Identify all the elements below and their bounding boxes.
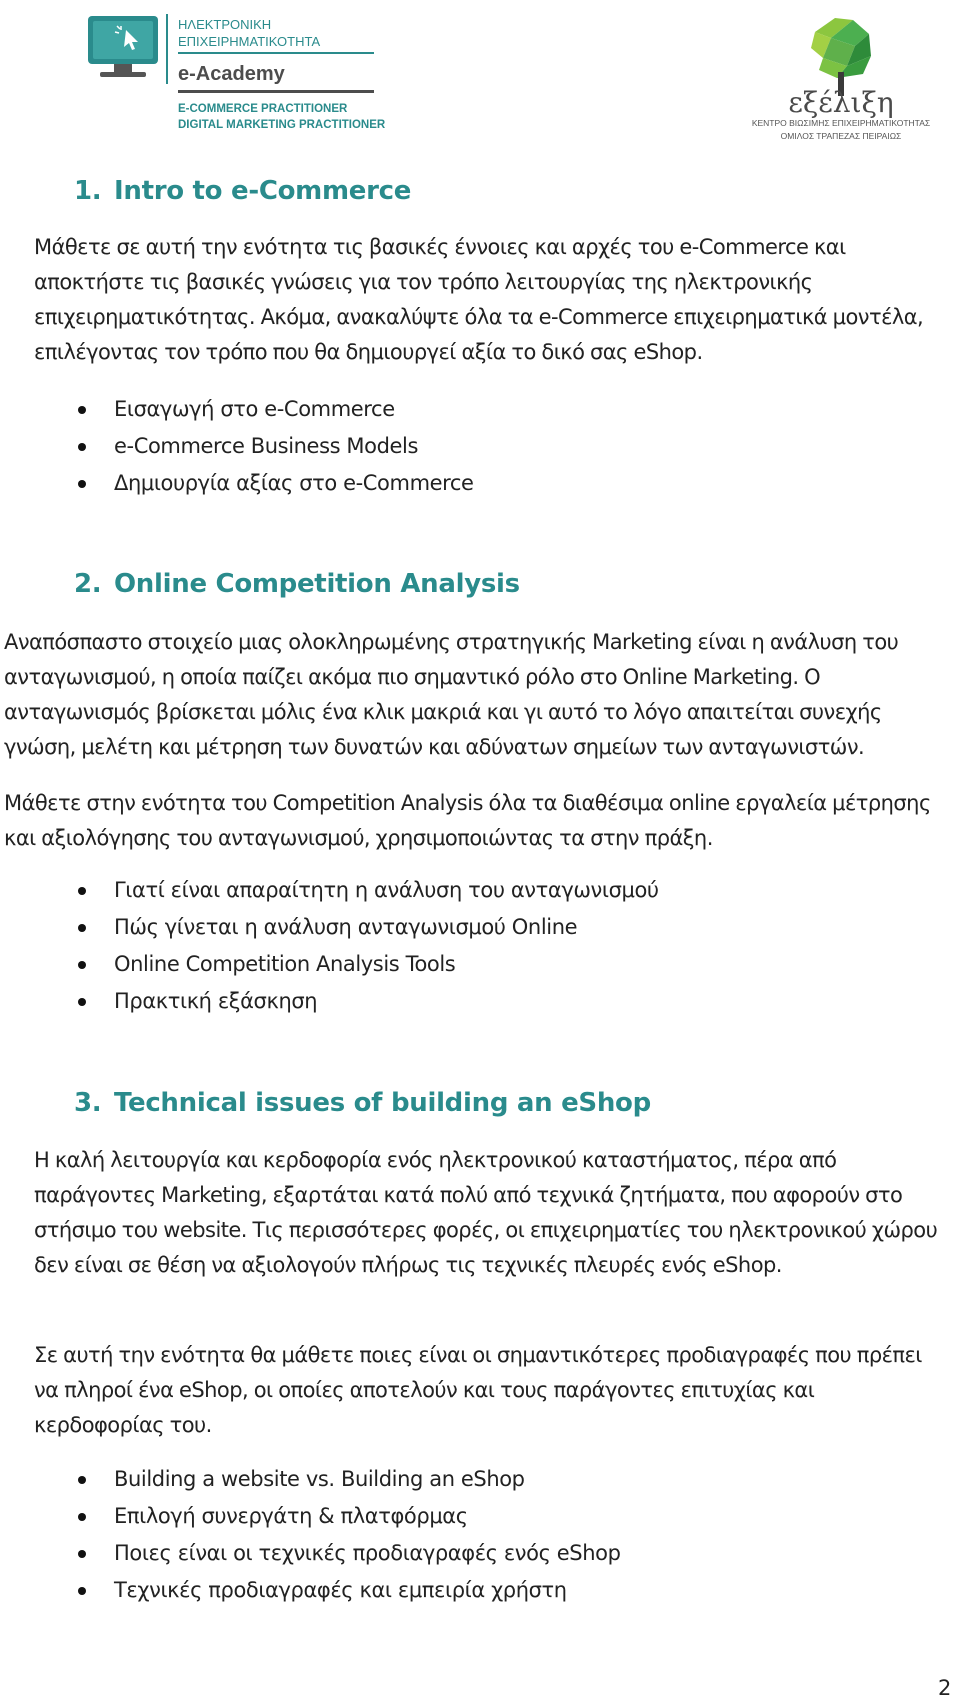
list-item: e-Commerce Business Models: [76, 428, 474, 465]
bullet-list: [76, 391, 474, 502]
list-item: Πρακτική εξάσκηση: [76, 983, 659, 1020]
bullet-dot: [78, 1513, 86, 1521]
paragraph: Αναπόσπαστο στοιχείο μιας ολοκληρωμένης στρατηγικής Marketing είναι η ανάλυση του ανταγωνισμού, η οποία παίζει ακόμα πιο σημαντικό ρόλο στο Online Marketing. Ο ανταγωνισμός βρίσκεται μόλις ένα κλικ μακριά και γι αυτό το λόγο απαιτείται συνεχής γνώση, μελέτη και μέτρηση των δυνατών και αδύνατων σημείων των ανταγωνιστών.: [4, 630, 899, 759]
bullet-dot: [78, 443, 86, 451]
logo-tagline2: ΟΜΙΛΟΣ ΤΡΑΠΕΖΑΣ ΠΕΙΡΑΙΩΣ: [780, 131, 902, 141]
exelixi-logo: [738, 8, 944, 142]
list-item: Δημιουργία αξίας στο e-Commerce: [76, 465, 474, 502]
logo-sub1: E-COMMERCE PRACTITIONER: [178, 103, 348, 115]
section-title: [74, 1088, 651, 1118]
list-item: Επιλογή συνεργάτη & πλατφόρμας: [76, 1498, 621, 1535]
bullet-dot: [78, 406, 86, 414]
paragraph: Μάθετε στην ενότητα του Competition Analysis όλα τα διαθέσιμα online εργαλεία μέτρησης και αξιολόγησης του ανταγωνισμού, χρησιμοποιώντας τα στην πράξη.: [4, 791, 931, 850]
list-item: Γιατί είναι απαραίτητη η ανάλυση του ανταγωνισμού: [76, 872, 659, 909]
bullet-list: [76, 872, 659, 1020]
paragraph: Μάθετε σε αυτή την ενότητα τις βασικές έννοιες και αρχές του e-Commerce και αποκτήστε τις βασικές γνώσεις για τον τρόπο λειτουργίας της ηλεκτρονικής επιχειρηματικότητας. Ακόμα, ανακαλύψτε όλα τα e-Commerce επιχειρηματικά μοντέλα, επιλέγοντας τον τρόπο που θα δημιουργεί αξία το δικό σας eShop.: [34, 235, 924, 364]
section-title: [74, 569, 520, 599]
list-item: Online Competition Analysis Tools: [76, 946, 659, 983]
bullet-dot: [78, 887, 86, 895]
bullet-dot: [78, 961, 86, 969]
section-title-text: Intro to e-Commerce: [114, 176, 412, 206]
bullet-dot: [78, 1550, 86, 1558]
section-title: [74, 176, 411, 206]
logo-line1: ΗΛΕΚΤΡΟΝΙΚΗ: [178, 17, 272, 32]
paragraph: Η καλή λειτουργία και κερδοφορία ενός ηλεκτρονικού καταστήματος, πέρα από παράγοντες Marketing, εξαρτάται κατά πολύ από τεχνικά ζητήματα, που αφορούν στο στήσιμο του website. Τις περισσότερες φορές, οι επιχειρηματίες του ηλεκτρονικού χώρου δεν είναι σε θέση να αξιολογούν πλήρως τις τεχνικές πλευρές ενός eShop.: [34, 1148, 938, 1277]
bullet-dot: [78, 1476, 86, 1484]
logo-name: εξέλιξη: [788, 86, 894, 119]
bullet-dot: [78, 480, 86, 488]
bullet-dot: [78, 1587, 86, 1595]
list-item: Εισαγωγή στο e-Commerce: [76, 391, 474, 428]
paragraph: Σε αυτή την ενότητα θα μάθετε ποιες είναι οι σημαντικότερες προδιαγραφές που πρέπει να πληροί ένα eShop, οι οποίες αποτελούν και τους παράγοντες επιτυχίας και κερδοφορίας του.: [34, 1343, 922, 1437]
logo-tagline1: ΚΕΝΤΡΟ ΒΙΩΣΙΜΗΣ ΕΠΙΧΕΙΡΗΜΑΤΙΚΟΤΗΤΑΣ: [751, 118, 931, 128]
page-number: 2: [938, 1676, 952, 1700]
logo-line2: ΕΠΙΧΕΙΡΗΜΑΤΙΚΟΤΗΤΑ: [178, 34, 321, 49]
section-title-text: Online Competition Analysis: [114, 569, 520, 599]
section-title-text: Technical issues of building an eShop: [114, 1088, 651, 1118]
list-item: Πώς γίνεται η ανάλυση ανταγωνισμού Online: [76, 909, 659, 946]
list-item: Τεχνικές προδιαγραφές και εμπειρία χρήστη: [76, 1572, 621, 1609]
logo-brand: e-Academy: [178, 63, 285, 85]
logo-sub2: DIGITAL MARKETING PRACTITIONER: [178, 119, 386, 131]
section-number: 3.: [74, 1088, 102, 1118]
list-item: Ποιες είναι οι τεχνικές προδιαγραφές ενός eShop: [76, 1535, 621, 1572]
bullet-dot: [78, 924, 86, 932]
bullet-dot: [78, 998, 86, 1006]
section-number: 1.: [74, 176, 102, 206]
list-item: Building a website vs. Building an eShop: [76, 1461, 621, 1498]
section-number: 2.: [74, 569, 102, 599]
e-academy-logo: [86, 12, 426, 138]
bullet-list: [76, 1461, 621, 1609]
